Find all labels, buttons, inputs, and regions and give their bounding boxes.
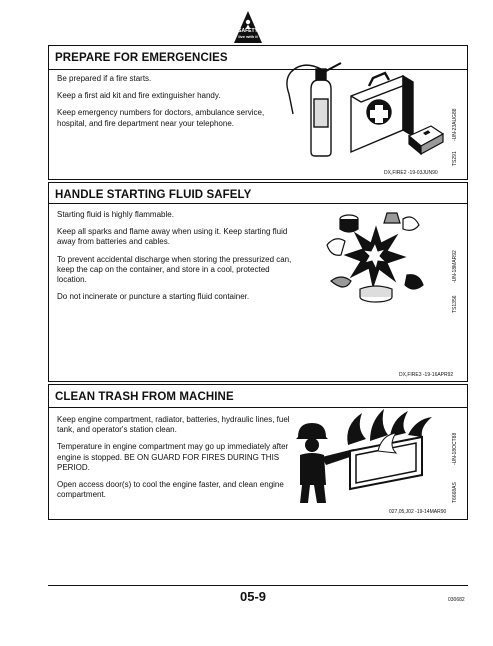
starting-fluid-illustration	[321, 205, 431, 305]
reference-code: DX,FIRE2 -19-03JUN90	[384, 170, 438, 176]
side-code: -UN-18MAR92	[452, 250, 458, 283]
fire-extinguisher-first-aid-illustration	[281, 54, 451, 162]
section-title: CLEAN TRASH FROM MACHINE	[55, 391, 234, 403]
section-title: PREPARE FOR EMERGENCIES	[55, 52, 228, 64]
paragraph: Keep all sparks and flame away when using it. Keep starting fluid away from batteries and cables.	[57, 227, 288, 247]
page-number: 05-9	[240, 589, 267, 604]
reference-code: DX,FIRE3 -19-16APR92	[399, 372, 454, 378]
safety-logo	[233, 10, 263, 44]
side-code: TS1356	[452, 295, 458, 313]
section-clean-trash-from-machine	[48, 384, 468, 520]
section-handle-starting-fluid-safely	[48, 182, 468, 382]
section-body	[57, 74, 292, 136]
side-code: T6668AS	[452, 482, 458, 503]
paragraph: Keep engine compartment, radiator, batteries, hydraulic lines, fuel tank, and operator's station clean.	[57, 415, 290, 435]
side-code: -UN-23AUG88	[452, 108, 458, 141]
footer-divider	[48, 585, 468, 586]
worker-cleaning-engine-illustration	[292, 405, 442, 505]
section-body	[57, 210, 292, 309]
paragraph: To prevent accidental discharge when storing the pressurized can, keep the cap on the container, and store in a cool, protected location.	[57, 254, 292, 285]
section-body	[57, 415, 292, 507]
paragraph: Open access door(s) to cool the engine faster, and clean engine compartment.	[57, 480, 284, 500]
paragraph: Be prepared if a fire starts.	[57, 74, 152, 83]
safety-logo-text: SAFETY live with it	[238, 28, 258, 39]
side-code: -UN-18OCT88	[452, 432, 458, 465]
divider	[49, 203, 467, 204]
paragraph: Keep a first aid kit and fire extinguisher handy.	[57, 91, 221, 101]
fire-extinguisher-icon	[287, 63, 341, 156]
small-first-aid-kit-icon	[409, 126, 443, 154]
section-prepare-for-emergencies	[48, 45, 468, 180]
first-aid-kit-icon	[351, 73, 413, 152]
reference-code: 027,05,J02 -19-14MAR90	[389, 509, 447, 515]
side-code: TS291	[452, 151, 458, 166]
paragraph: Starting fluid is highly flammable.	[57, 210, 174, 219]
paragraph: Keep emergency numbers for doctors, ambulance service, hospital, and fire department near your telephone.	[57, 108, 265, 128]
paragraph: Temperature in engine compartment may go up immediately after engine is stopped. BE ON GUARD FOR FIRES DURING THIS PERIOD.	[57, 442, 289, 472]
footer-code: 030682	[448, 597, 465, 603]
explosion-icon	[345, 227, 405, 287]
worker-icon	[296, 423, 356, 503]
section-title: HANDLE STARTING FLUID SAFELY	[55, 189, 252, 201]
paragraph: Do not incinerate or puncture a starting fluid container.	[57, 292, 250, 302]
